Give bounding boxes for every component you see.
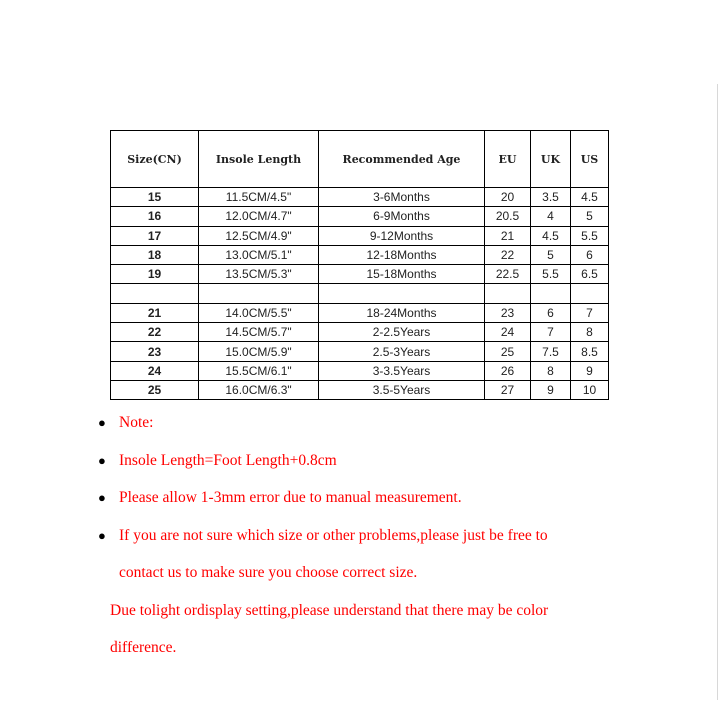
recommended-age-cell: 3-3.5Years [319, 361, 485, 380]
note-tail-line: Due tolight ordisplay setting,please understand that there may be color [110, 601, 549, 619]
header-uk: UK [531, 131, 571, 188]
note-item [96, 517, 656, 555]
size-chart-table [110, 130, 609, 400]
eu-cell: 20 [485, 188, 531, 207]
recommended-age-cell: 12-18Months [319, 245, 485, 264]
table-row [111, 342, 609, 361]
us-cell: 4.5 [571, 188, 609, 207]
us-cell [571, 284, 609, 303]
recommended-age-cell: 18-24Months [319, 303, 485, 322]
uk-cell: 4 [531, 207, 571, 226]
note-text: Note: [119, 414, 154, 431]
note-text: contact us to make sure you choose correct size. [119, 564, 418, 581]
size-cell: 25 [111, 380, 199, 399]
uk-cell: 9 [531, 380, 571, 399]
size-cell: 15 [111, 188, 199, 207]
table-row [111, 323, 609, 342]
us-cell: 10 [571, 380, 609, 399]
insole-length-cell: 11.5CM/4.5" [199, 188, 319, 207]
insole-length-cell: 12.5CM/4.9" [199, 226, 319, 245]
note-item [96, 442, 656, 480]
table-row [111, 226, 609, 245]
bullet-icon: ● [98, 490, 106, 505]
size-cell: 24 [111, 361, 199, 380]
us-cell: 5.5 [571, 226, 609, 245]
size-cell: 19 [111, 265, 199, 284]
eu-cell [485, 284, 531, 303]
recommended-age-cell: 9-12Months [319, 226, 485, 245]
eu-cell: 22 [485, 245, 531, 264]
note-item [96, 404, 656, 442]
recommended-age-cell: 6-9Months [319, 207, 485, 226]
table-row [111, 380, 609, 399]
header-eu: EU [485, 131, 531, 188]
size-cell: 23 [111, 342, 199, 361]
note-text: Please allow 1-3mm error due to manual measurement. [119, 489, 462, 506]
note-item-continuation [96, 554, 656, 592]
us-cell: 5 [571, 207, 609, 226]
eu-cell: 22.5 [485, 265, 531, 284]
header-recommended-age: Recommended Age [319, 131, 485, 188]
insole-length-cell: 15.0CM/5.9" [199, 342, 319, 361]
uk-cell: 7.5 [531, 342, 571, 361]
table-row [111, 303, 609, 322]
uk-cell: 6 [531, 303, 571, 322]
insole-length-cell: 16.0CM/6.3" [199, 380, 319, 399]
size-cell [111, 284, 199, 303]
size-cell: 18 [111, 245, 199, 264]
note-tail-line: difference. [110, 638, 177, 656]
table-row [111, 361, 609, 380]
insole-length-cell: 12.0CM/4.7" [199, 207, 319, 226]
bullet-icon: ● [98, 415, 106, 430]
page-edge-line [717, 84, 718, 700]
table-row-empty [111, 284, 609, 303]
bullet-icon: ● [98, 527, 106, 543]
bullet-icon: ● [98, 452, 106, 468]
recommended-age-cell: 2-2.5Years [319, 323, 485, 342]
table-row [111, 265, 609, 284]
recommended-age-cell: 3.5-5Years [319, 380, 485, 399]
size-cell: 16 [111, 207, 199, 226]
eu-cell: 21 [485, 226, 531, 245]
us-cell: 6 [571, 245, 609, 264]
us-cell: 7 [571, 303, 609, 322]
header-insole-length: Insole Length [199, 131, 319, 188]
us-cell: 9 [571, 361, 609, 380]
eu-cell: 20.5 [485, 207, 531, 226]
insole-length-cell [199, 284, 319, 303]
note-text: If you are not sure which size or other problems,please just be free to [119, 526, 548, 544]
size-cell: 22 [111, 323, 199, 342]
size-cell: 21 [111, 303, 199, 322]
header-us: US [571, 131, 609, 188]
notes-section [96, 404, 656, 666]
header-size-cn: Size(CN) [111, 131, 199, 188]
uk-cell: 5 [531, 245, 571, 264]
insole-length-cell: 14.5CM/5.7" [199, 323, 319, 342]
us-cell: 8.5 [571, 342, 609, 361]
recommended-age-cell [319, 284, 485, 303]
uk-cell: 8 [531, 361, 571, 380]
eu-cell: 27 [485, 380, 531, 399]
uk-cell [531, 284, 571, 303]
eu-cell: 23 [485, 303, 531, 322]
table-row [111, 207, 609, 226]
uk-cell: 3.5 [531, 188, 571, 207]
uk-cell: 4.5 [531, 226, 571, 245]
eu-cell: 26 [485, 361, 531, 380]
size-cell: 17 [111, 226, 199, 245]
recommended-age-cell: 15-18Months [319, 265, 485, 284]
insole-length-cell: 13.5CM/5.3" [199, 265, 319, 284]
us-cell: 8 [571, 323, 609, 342]
eu-cell: 24 [485, 323, 531, 342]
recommended-age-cell: 3-6Months [319, 188, 485, 207]
table-row [111, 245, 609, 264]
us-cell: 6.5 [571, 265, 609, 284]
note-item [96, 479, 656, 517]
table-row [111, 188, 609, 207]
insole-length-cell: 15.5CM/6.1" [199, 361, 319, 380]
uk-cell: 7 [531, 323, 571, 342]
insole-length-cell: 14.0CM/5.5" [199, 303, 319, 322]
note-text: Insole Length=Foot Length+0.8cm [119, 451, 337, 469]
eu-cell: 25 [485, 342, 531, 361]
insole-length-cell: 13.0CM/5.1" [199, 245, 319, 264]
uk-cell: 5.5 [531, 265, 571, 284]
recommended-age-cell: 2.5-3Years [319, 342, 485, 361]
table-header-row [111, 131, 609, 188]
